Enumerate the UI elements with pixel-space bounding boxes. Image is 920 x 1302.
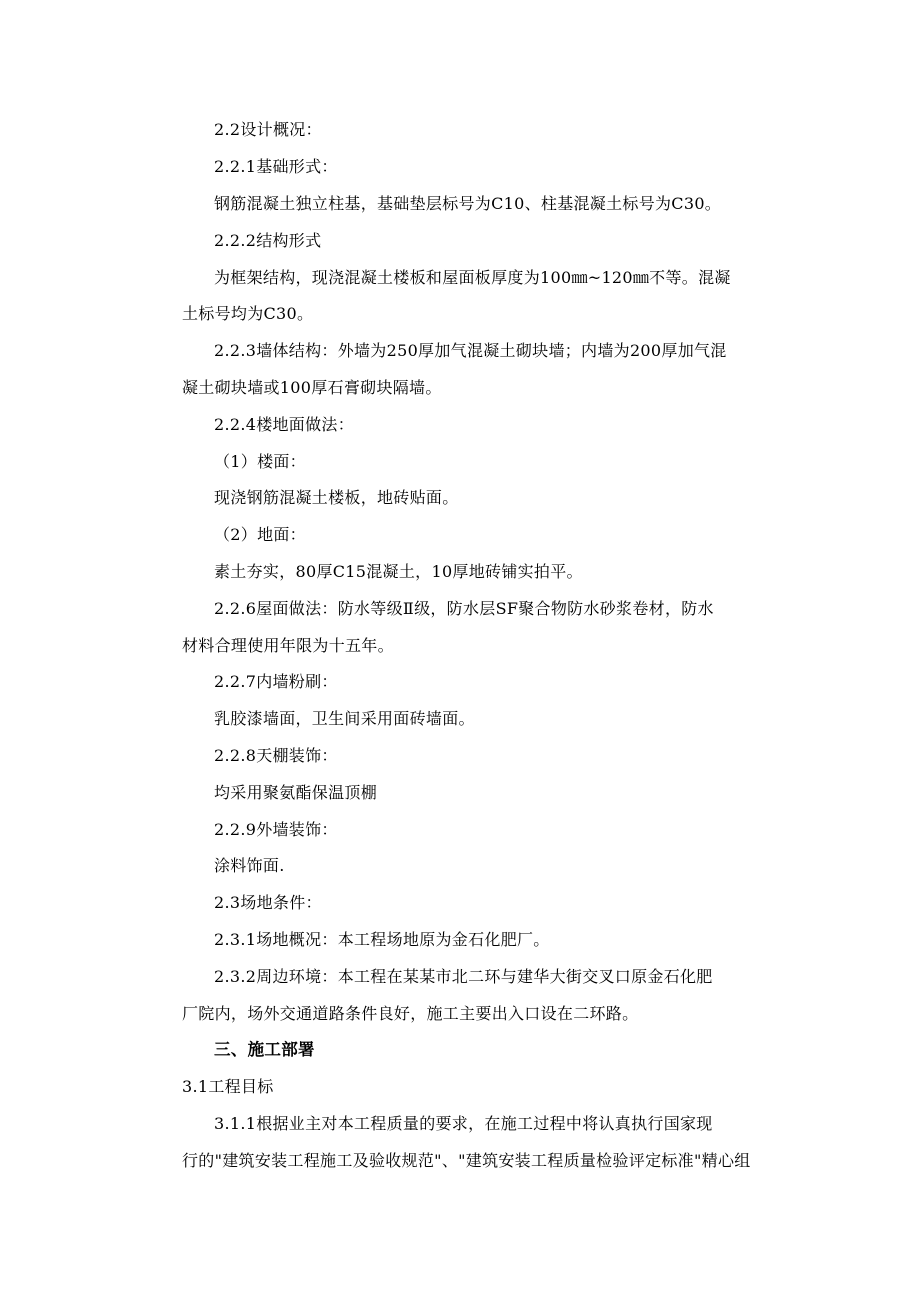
paragraph-line: 2.3.1场地概况：本工程场地原为金石化肥厂。 (214, 930, 550, 949)
paragraph-line: 现浇钢筋混凝土楼板，地砖贴面。 (214, 488, 459, 507)
paragraph-line: 凝土砌块墙或100厚石膏砌块隔墙。 (182, 378, 442, 397)
list-item-label: （1）楼面： (214, 452, 306, 471)
paragraph-line: 素土夯实，80厚C15混凝土，10厚地砖铺实拍平。 (214, 562, 583, 581)
paragraph-line: 钢筋混凝土独立柱基，基础垫层标号为C10、柱基混凝土标号为C30。 (214, 194, 722, 213)
section-heading-2-3: 2.3场地条件： (214, 893, 322, 912)
paragraph-line: 涂料饰面. (214, 856, 285, 875)
section-heading-2-2: 2.2设计概况： (214, 120, 322, 139)
subsection-heading-2-2-9: 2.2.9外墙装饰： (214, 820, 338, 839)
chapter-heading: 三、施工部署 (214, 1040, 315, 1059)
paragraph-line: 2.2.6屋面做法：防水等级Ⅱ级，防水层SF聚合物防水砂浆卷材，防水 (214, 599, 714, 618)
paragraph-line: 行的"建筑安装工程施工及验收规范"、"建筑安装工程质量检验评定标准"精心组 (182, 1151, 751, 1170)
paragraph-line: 2.2.3墙体结构：外墙为250厚加气混凝土砌块墙；内墙为200厚加气混 (214, 341, 727, 360)
paragraph-line: 乳胶漆墙面，卫生间采用面砖墙面。 (214, 709, 475, 728)
subsection-heading-2-2-8: 2.2.8天棚装饰： (214, 746, 338, 765)
paragraph-line: 2.3.2周边环境：本工程在某某市北二环与建华大街交叉口原金石化肥 (214, 967, 713, 986)
subsection-heading-2-2-2: 2.2.2结构形式 (214, 231, 322, 250)
paragraph-line: 厂院内，场外交通道路条件良好，施工主要出入口设在二环路。 (182, 1004, 639, 1023)
subsection-heading-2-2-4: 2.2.4楼地面做法： (214, 415, 355, 434)
paragraph-line: 3.1.1根据业主对本工程质量的要求，在施工过程中将认真执行国家现 (214, 1114, 713, 1133)
paragraph-line: 为框架结构，现浇混凝土楼板和屋面板厚度为100㎜~120㎜不等。混凝 (214, 268, 731, 287)
paragraph-line: 材料合理使用年限为十五年。 (182, 636, 394, 655)
section-heading-3-1: 3.1工程目标 (182, 1077, 274, 1096)
paragraph-line: 均采用聚氨酯保温顶棚 (214, 783, 378, 802)
list-item-label: （2）地面： (214, 525, 306, 544)
subsection-heading-2-2-7: 2.2.7内墙粉刷： (214, 672, 338, 691)
paragraph-line: 土标号均为C30。 (182, 304, 314, 323)
subsection-heading-2-2-1: 2.2.1基础形式： (214, 157, 338, 176)
